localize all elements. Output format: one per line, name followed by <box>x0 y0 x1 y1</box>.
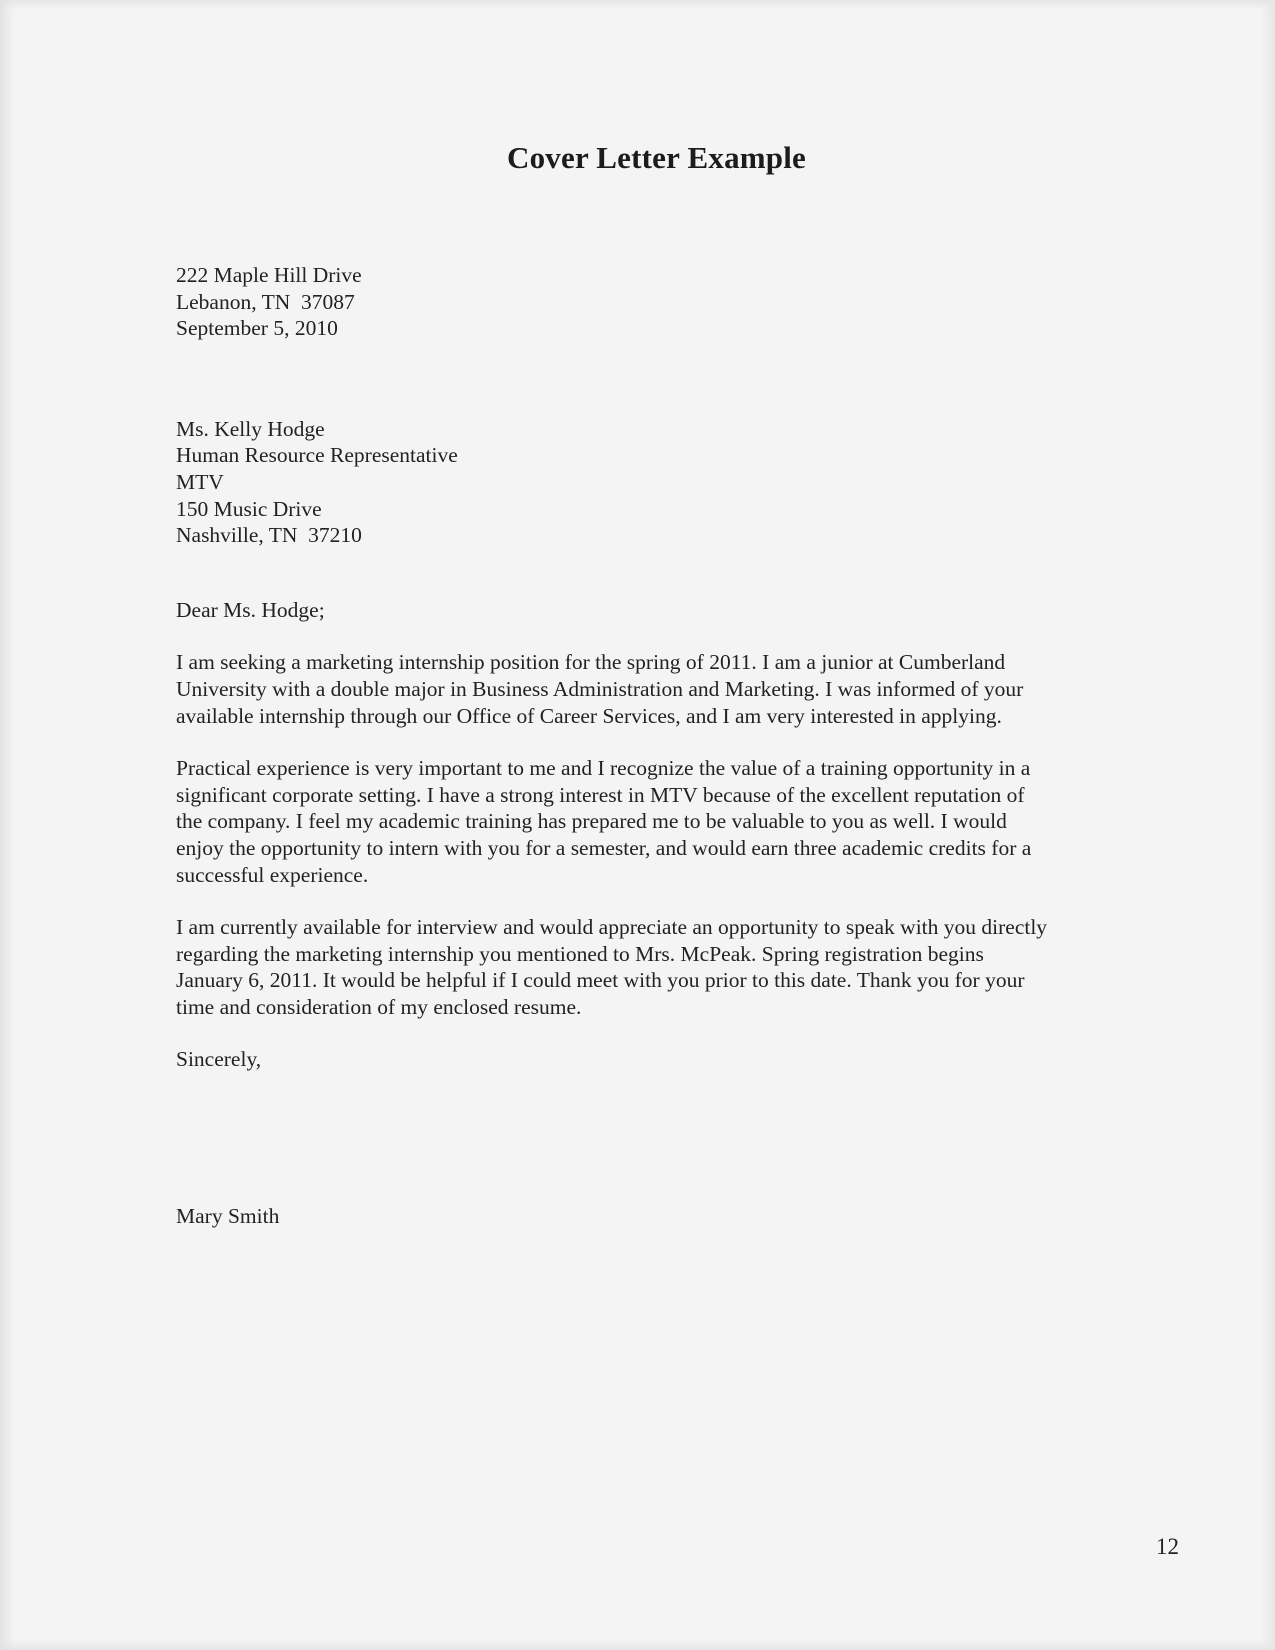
closing-valediction: Sincerely, <box>176 1047 262 1072</box>
page-title: Cover Letter Example <box>507 140 806 175</box>
signature-name: Mary Smith <box>176 1204 280 1229</box>
scan-edge-bottom <box>0 1640 1275 1650</box>
sender-address-line: 222 Maple Hill Drive <box>176 263 362 287</box>
signature-space <box>176 1099 1056 1203</box>
scan-edge-top <box>0 0 1275 10</box>
recipient-address-block <box>176 416 1056 549</box>
recipient-address-line: Human Resource Representative <box>176 443 458 468</box>
salutation: Dear Ms. Hodge; <box>176 597 325 622</box>
sender-address-line: September 5, 2010 <box>176 316 338 341</box>
spacer <box>176 368 1056 416</box>
sender-address-block <box>176 262 1056 342</box>
body-paragraph: I am seeking a marketing internship position for the spring of 2011. I am a junior at Cumberland University with a double major in Business Administration and Marketing. I was informed of your available internship through our Office of Career Services, and I am very interested in applying. <box>176 650 1024 728</box>
recipient-address-line: Nashville, TN 37210 <box>176 523 362 548</box>
recipient-address-line: 150 Music Drive <box>176 496 322 521</box>
letter-body <box>176 262 1056 1256</box>
scan-edge-left <box>0 0 14 1650</box>
body-paragraph: I am currently available for interview and would appreciate an opportunity to speak with you directly regarding the marketing internship you mentioned to Mrs. McPeak. Spring registration begins January 6, 2011. It would be helpful if I could meet with you prior to this date. Thank you for your time and consideration of my enclosed resume. <box>176 915 1048 1019</box>
scan-edge-right <box>1261 0 1275 1650</box>
sender-address-line: Lebanon, TN 37087 <box>176 289 355 314</box>
body-paragraph: Practical experience is very important to me and I recognize the value of a training opportunity in a significant corporate setting. I have a strong interest in MTV because of the excellent reputation of the company. I feel my academic training has prepared me to be valuable to you as well. I would enjoy the opportunity to intern with you for a semester, and would earn three academic credits for a successful experience. <box>176 756 1032 887</box>
spacer <box>176 575 1056 597</box>
page-number: 12 <box>1156 1534 1179 1559</box>
recipient-address-line: MTV <box>176 469 224 494</box>
recipient-address-line: Ms. Kelly Hodge <box>176 416 325 441</box>
